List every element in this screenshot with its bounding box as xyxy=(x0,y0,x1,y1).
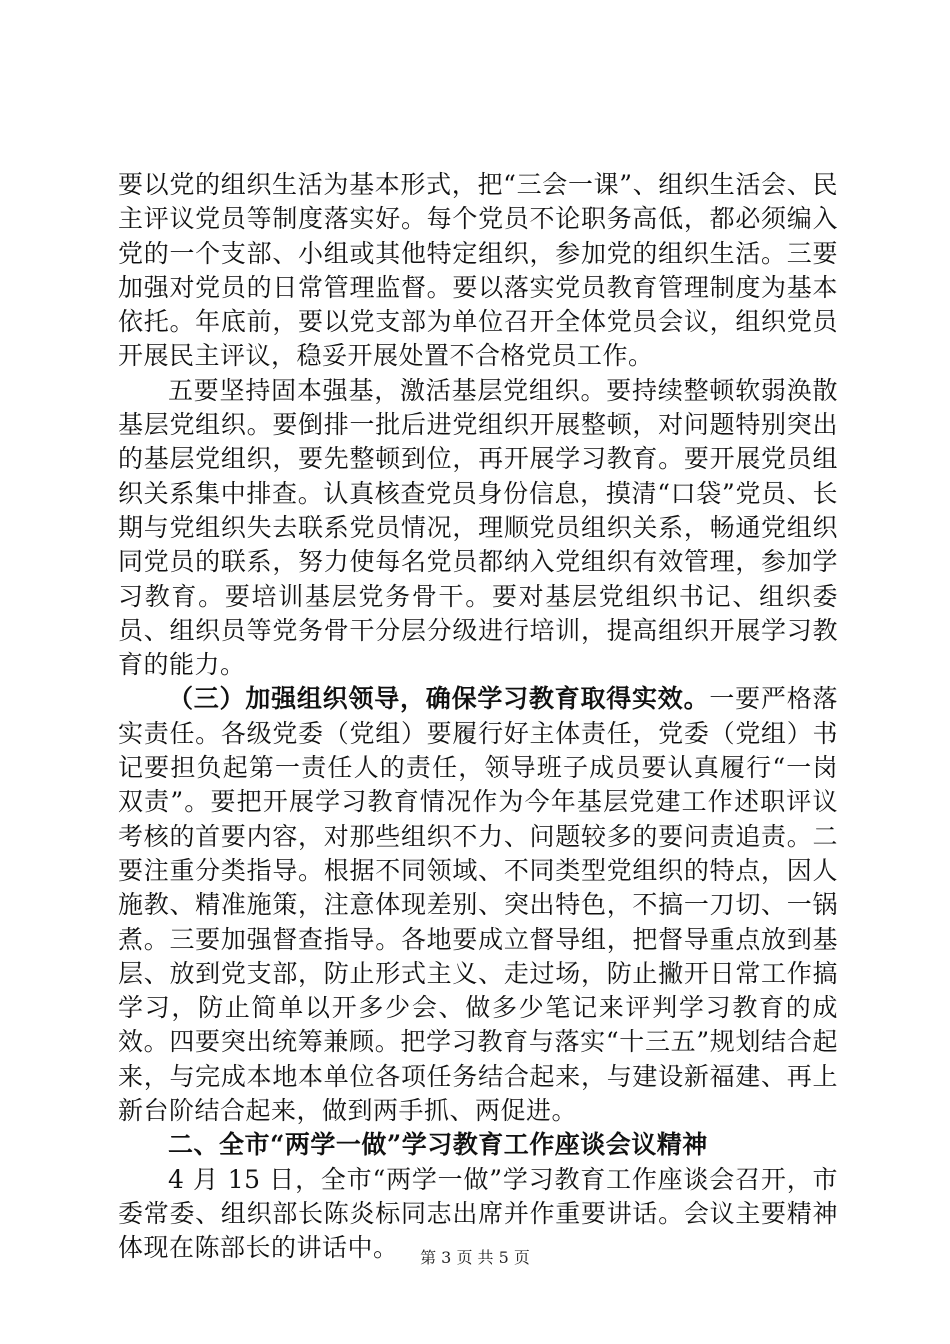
paragraph-lead-heading: （三）加强组织领导，确保学习教育取得实效。 xyxy=(168,684,710,714)
paragraph-continuation xyxy=(118,168,838,374)
section-heading: 二、全市“两学一做”学习教育工作座谈会议精神 xyxy=(168,1130,708,1160)
paragraph-text: 4 月 15 日，全市“两学一做”学习教育工作座谈会召开，市委常委、组织部长陈炎标同志出席并作重要讲话。会议主要精神体现在陈部长的讲话中。 xyxy=(118,1164,838,1263)
paragraph-text: 一要严格落实责任。各级党委（党组）要履行好主体责任，党委（党组）书记要担负起第一责任人的责任，领导班子成员要认真履行“一岗双责”。要把开展学习教育情况作为今年基层党建工作述职评议考核的首要内容，对那些组织不力、问题较多的要问责追责。二要注重分类指导。根据不同领域、不同类型党组织的特点，因人施教、精准施策，注意体现差别、突出特色，不搞一刀切、一锅煮。三要加强督查指导。各地要成立督导组，把督导重点放到基层、放到党支部，防止形式主义、走过场，防止撇开日常工作搞学习，防止简单以开多少会、做多少笔记来评判学习教育的成效。四要突出统筹兼顾。把学习教育与落实“十三五”规划结合起来，与完成本地本单位各项任务结合起来，与建设新福建、再上新台阶结合起来，做到两手抓、两促进。 xyxy=(118,684,838,1126)
page-number-footer: 第 3 页 共 5 页 xyxy=(420,1248,530,1267)
paragraph-text: 五要坚持固本强基，激活基层党组织。要持续整顿软弱涣散基层党组织。要倒排一批后进党组织开展整顿，对问题特别突出的基层党组织，要先整顿到位，再开展学习教育。要开展党员组织关系集中排查。认真核查党员身份信息，摸清“口袋”党员、长期与党组织失去联系党员情况，理顺党员组织关系，畅通党组织同党员的联系，努力使每名党员都纳入党组织有效管理，参加学习教育。要培训基层党务骨干。要对基层党组织书记、组织委员、组织员等党务骨干分层分级进行培训，提高组织开展学习教育的能力。 xyxy=(118,375,838,680)
paragraph-item-five xyxy=(118,374,838,683)
paragraph-organization-leadership xyxy=(118,682,838,1128)
document-body xyxy=(118,168,838,1266)
paragraph-text: 要以党的组织生活为基本形式，把“三会一课”、组织生活会、民主评议党员等制度落实好。每个党员不论职务高低，都必须编入党的一个支部、小组或其他特定组织，参加党的组织生活。三要加强对党员的日常管理监督。要以落实党员教育管理制度为基本依托。年底前，要以党支部为单位召开全体党员会议，组织党员开展民主评议，稳妥开展处置不合格党员工作。 xyxy=(118,170,838,371)
